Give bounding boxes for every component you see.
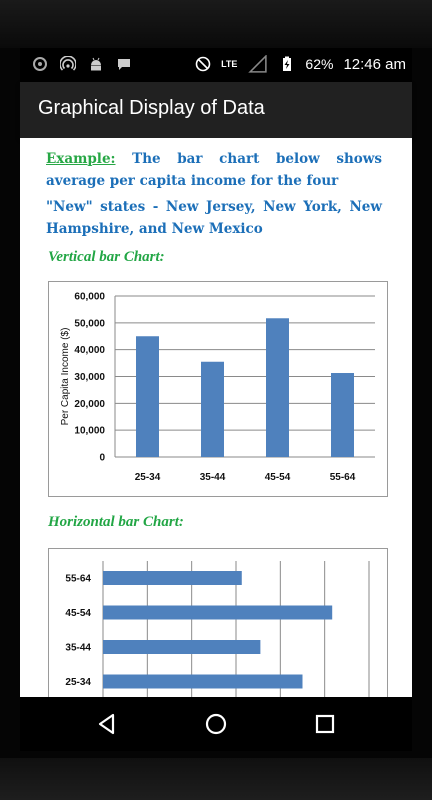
battery-percent: 62% bbox=[305, 56, 334, 72]
horizontal-bar-chart bbox=[48, 548, 388, 697]
vertical-chart-svg bbox=[49, 282, 387, 496]
y-tick-label: 55-64 bbox=[65, 573, 91, 585]
y-tick-label: 30,000 bbox=[74, 372, 105, 383]
x-tick-label: 45-54 bbox=[264, 472, 291, 483]
bar bbox=[136, 336, 159, 457]
back-triangle-icon[interactable] bbox=[94, 711, 120, 737]
bar bbox=[103, 675, 303, 689]
y-tick-label: 45-54 bbox=[65, 608, 91, 619]
battery-charging-icon bbox=[279, 56, 295, 72]
top-bezel bbox=[0, 0, 432, 48]
record-icon bbox=[32, 56, 48, 72]
horizontal-chart-svg bbox=[49, 549, 387, 697]
android-debug-icon bbox=[88, 56, 104, 72]
y-tick-label: 35-44 bbox=[65, 642, 91, 654]
intro-line-1: The bar chart below shows average per capita income for the four bbox=[46, 151, 382, 189]
bar bbox=[331, 373, 354, 457]
bar bbox=[201, 362, 224, 457]
y-tick-label: 40,000 bbox=[74, 345, 105, 357]
x-tick-label: 55-64 bbox=[329, 472, 356, 483]
bar bbox=[266, 318, 289, 457]
bar bbox=[103, 640, 260, 654]
intro-line-2: "New" states - New Jersey, New York, New Hampshire, and New Mexico bbox=[46, 199, 382, 237]
y-tick-label: 25-34 bbox=[65, 677, 91, 688]
y-tick-label: 20,000 bbox=[74, 398, 105, 410]
network-type: LTE bbox=[221, 59, 238, 69]
horizontal-chart-heading: Horizontal bar Chart: bbox=[48, 514, 184, 530]
y-axis-label: Per Capita Income ($) bbox=[60, 327, 71, 426]
vertical-chart-heading: Vertical bar Chart: bbox=[48, 249, 165, 265]
x-tick-label: 35-44 bbox=[199, 472, 226, 483]
y-tick-label: 0 bbox=[99, 452, 105, 464]
do-not-disturb-icon bbox=[195, 56, 211, 72]
clock: 12:46 am bbox=[343, 55, 406, 73]
content-area[interactable] bbox=[20, 138, 412, 697]
app-bar bbox=[20, 82, 412, 138]
app-title: Graphical Display of Data bbox=[38, 97, 265, 119]
bar bbox=[103, 571, 242, 585]
navigation-bar bbox=[20, 697, 412, 751]
bar bbox=[103, 606, 332, 620]
hotspot-icon bbox=[60, 56, 76, 72]
x-tick-label: 25-34 bbox=[134, 472, 161, 483]
y-tick-label: 50,000 bbox=[74, 318, 105, 330]
intro-text bbox=[46, 148, 382, 240]
home-circle-icon[interactable] bbox=[203, 711, 229, 737]
status-bar bbox=[20, 48, 412, 82]
y-tick-label: 60,000 bbox=[74, 291, 105, 303]
signal-icon bbox=[247, 55, 269, 73]
chat-bubble-icon bbox=[116, 56, 132, 72]
y-tick-label: 10,000 bbox=[74, 425, 105, 437]
vertical-bar-chart bbox=[48, 281, 388, 497]
example-label: Example: bbox=[46, 151, 116, 167]
bottom-bezel bbox=[0, 758, 432, 800]
recents-square-icon[interactable] bbox=[312, 711, 338, 737]
